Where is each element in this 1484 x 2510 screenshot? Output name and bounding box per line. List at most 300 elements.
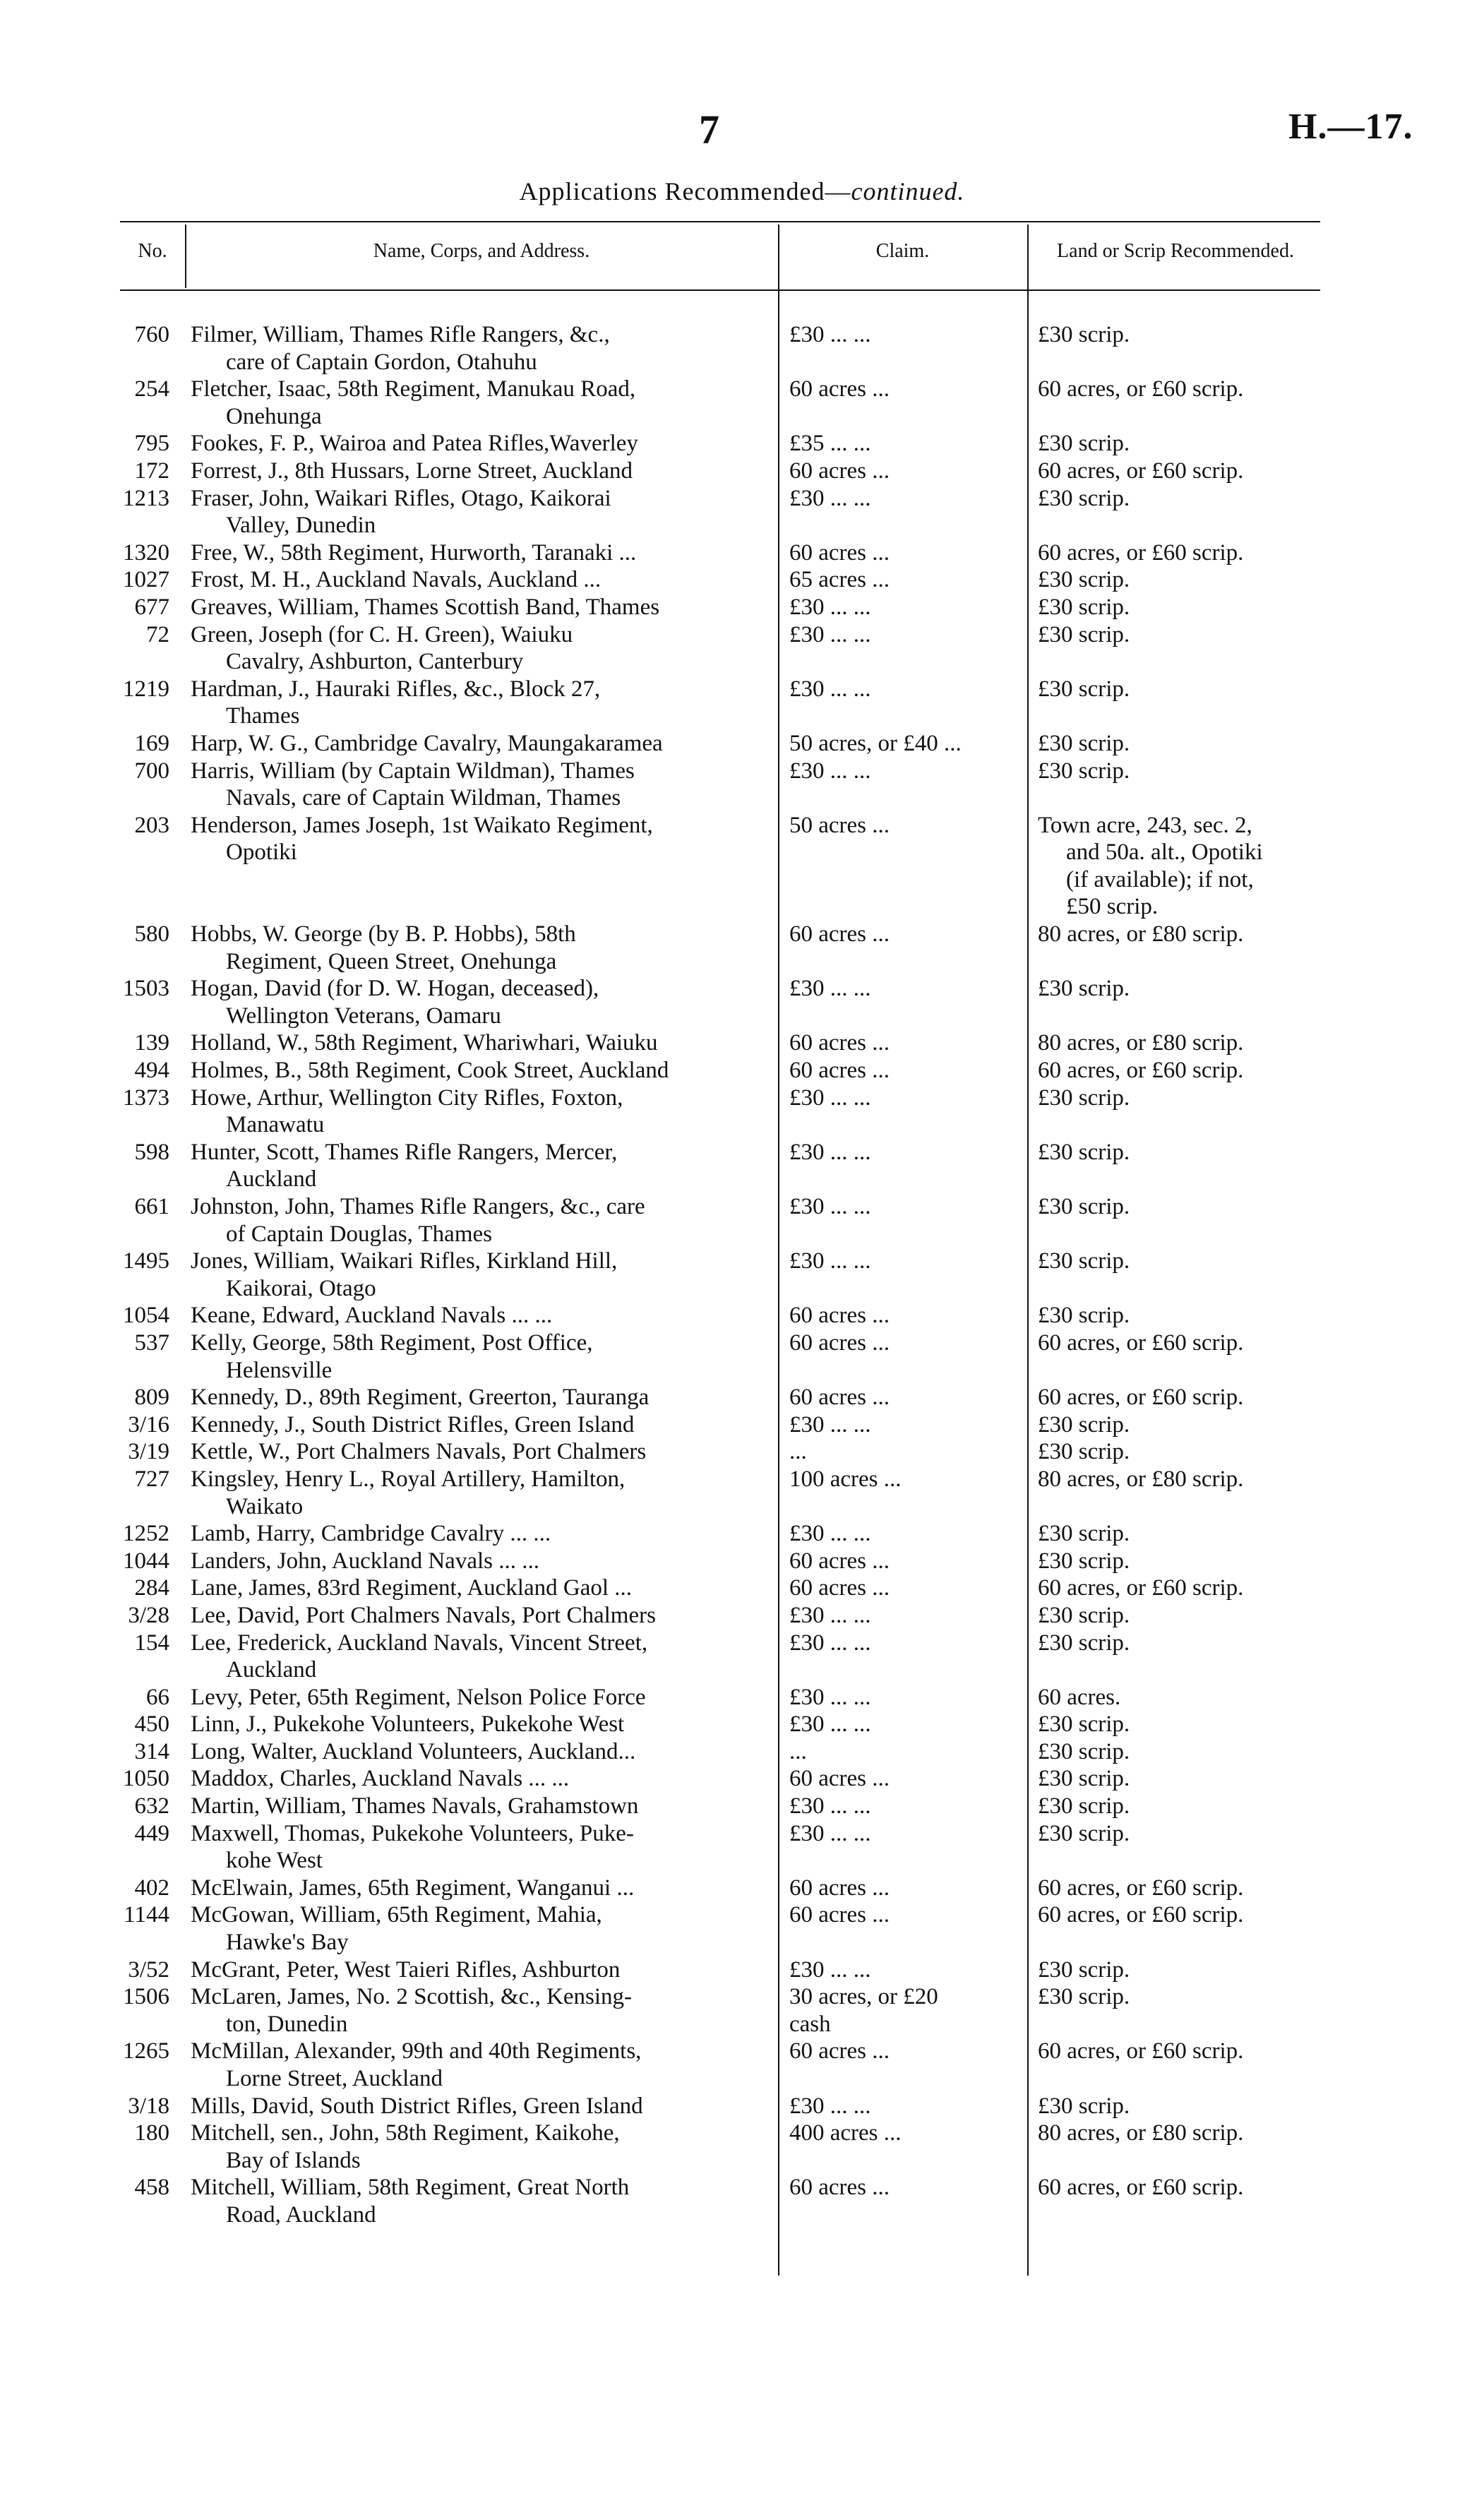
recommendation [1038,1520,1324,1548]
recommendation [1038,812,1324,921]
name-line: Mitchell, William, 58th Regiment, Great North [191,2175,630,2201]
table-row [0,1630,1484,1684]
table-row [0,539,1484,567]
table-row [0,594,1484,621]
table-row [0,1738,1484,1766]
name-line: McElwain, James, 65th Regiment, Wanganui ... [191,1875,635,1901]
application-number: 677 [134,594,169,620]
recommendation-line: 60 acres, or £60 scrip. [1038,1058,1244,1084]
name-line: of Captain Douglas, Thames [226,1221,492,1247]
claim [789,1057,1019,1084]
recommendation [1038,1738,1324,1766]
application-number: 727 [134,1466,169,1492]
claim-line: £30 ... ... [789,1820,871,1846]
recommendation-line: 80 acres, or £80 scrip. [1038,921,1244,948]
application-number: 3/16 [128,1411,169,1438]
recommendation [1038,1193,1324,1221]
table-row [0,1875,1484,1902]
table-row [0,2174,1484,2228]
applicant-name [191,1029,770,1057]
name-line: Forrest, J., 8th Hussars, Lorne Street, Auckland [191,458,633,484]
claim-line: 60 acres ... [789,1902,890,1928]
recommendation [1038,621,1324,649]
name-line: Greaves, William, Thames Scottish Band, Thames [191,594,660,620]
claim [789,621,1019,649]
applicant-name [191,1630,770,1684]
title-continued: continued. [851,177,965,205]
claim-line: 50 acres, or £40 ... [789,730,962,756]
name-line: Holmes, B., 58th Regiment, Cook Street, Auckland [191,1058,669,1084]
application-number: 760 [134,322,169,347]
applicant-name [191,2174,770,2228]
application-number: 139 [134,1030,169,1056]
recommendation [1038,1711,1324,1738]
table-row [0,1302,1484,1329]
table-row [0,1466,1484,1520]
name-line: Opotiki [226,839,297,866]
recommendation [1038,1793,1324,1820]
claim-line: 60 acres ... [789,1385,890,1411]
recommendation-line: 60 acres. [1038,1684,1121,1710]
recommendation [1038,1548,1324,1575]
applicant-name [191,321,770,376]
claim [789,1711,1019,1738]
recommendation [1038,1574,1324,1602]
application-number: 809 [134,1385,169,1411]
applicant-name [191,1548,770,1575]
name-line: Kaikorai, Otago [226,1275,376,1301]
recommendation-line: 80 acres, or £80 scrip. [1038,1466,1244,1492]
claim-line: ... [789,1439,807,1465]
name-line: Mills, David, South District Rifles, Green Island [191,2093,643,2119]
table-row [0,485,1484,539]
recommendation [1038,376,1324,403]
applicant-name [191,1384,770,1411]
name-line: Auckland [226,1657,317,1683]
document-reference: H.—17. [1288,107,1413,147]
table-row [0,458,1484,485]
applicant-name [191,1820,770,1875]
recommendation-line: £30 scrip. [1038,1738,1130,1764]
recommendation-line: 60 acres, or £60 scrip. [1038,1385,1244,1411]
claim-line: £30 ... ... [789,676,871,702]
recommendation-line: £30 scrip. [1038,1602,1130,1628]
table-row [0,1548,1484,1575]
applicant-name [191,1438,770,1466]
claim-line: 65 acres ... [789,567,890,593]
name-line: Mitchell, sen., John, 58th Regiment, Kaikohe, [191,2120,620,2146]
table-row [0,1029,1484,1057]
name-line: Waikato [226,1493,304,1519]
application-number: 72 [146,621,169,647]
claim [789,1820,1019,1848]
claim [789,1520,1019,1548]
application-number: 700 [134,758,169,784]
claim [789,1466,1019,1493]
recommendation [1038,1820,1324,1848]
application-number: 1495 [123,1248,169,1274]
recommendation-line: £30 scrip. [1038,1303,1130,1329]
applicant-name [191,676,770,730]
name-line: Hogan, David (for D. W. Hogan, deceased), [191,976,599,1002]
claim [789,376,1019,403]
applicant-name [191,1084,770,1139]
claim [789,1302,1019,1329]
table-row [0,1139,1484,1193]
name-line: Thames [226,703,300,729]
recommendation-line: 80 acres, or £80 scrip. [1038,2120,1244,2146]
recommendation-line: £30 scrip. [1038,1630,1130,1656]
recommendation-line: £30 scrip. [1038,2093,1130,2119]
applicant-name [191,1684,770,1711]
applications-table [0,321,1484,2229]
claim-line: £30 ... ... [789,1630,871,1656]
recommendation-line: £30 scrip. [1038,594,1130,620]
table-row [0,621,1484,676]
application-number: 1265 [123,2038,169,2064]
applicant-name [191,1738,770,1766]
claim-line: £30 ... ... [789,1139,871,1165]
claim-line: 60 acres ... [789,1058,890,1084]
recommendation-line: £30 scrip. [1038,1084,1130,1111]
recommendation [1038,1057,1324,1084]
application-number: 458 [134,2175,169,2201]
recommendation [1038,1139,1324,1166]
applicant-name [191,812,770,866]
applicant-name [191,730,770,758]
claim-line: ... [789,1738,807,1764]
table-row [0,321,1484,376]
table-row [0,921,1484,975]
application-number: 661 [134,1194,169,1220]
applicant-name [191,458,770,485]
claim-line: 60 acres ... [789,376,890,402]
table-row [0,1602,1484,1630]
name-line: Long, Walter, Auckland Volunteers, Auckland... [191,1738,636,1764]
table-row [0,1901,1484,1956]
name-line: Howe, Arthur, Wellington City Rifles, Foxton, [191,1084,623,1111]
application-number: 1219 [123,676,169,702]
claim [789,1029,1019,1057]
table-row [0,975,1484,1029]
recommendation-line: 60 acres, or £60 scrip. [1038,1575,1244,1601]
name-line: Lamb, Harry, Cambridge Cavalry ... ... [191,1521,551,1547]
recommendation-line: £30 scrip. [1038,1766,1130,1792]
claim [789,539,1019,567]
claim-line: 60 acres ... [789,1875,890,1901]
recommendation-line: £30 scrip. [1038,1984,1130,2010]
applicant-name [191,1248,770,1302]
name-line: Kettle, W., Port Chalmers Navals, Port Chalmers [191,1439,647,1465]
recommendation-line: £30 scrip. [1038,1248,1130,1274]
recommendation [1038,2093,1324,2120]
name-line: Fraser, John, Waikari Rifles, Otago, Kaikorai [191,485,611,511]
claim-line: £30 ... ... [789,1194,871,1220]
application-number: 1027 [123,567,169,593]
name-line: Hardman, J., Hauraki Rifles, &c., Block 27, [191,676,601,702]
recommendation [1038,1438,1324,1466]
recommendation-line: £30 scrip. [1038,1820,1130,1846]
applicant-name [191,566,770,594]
applicant-name [191,1875,770,1902]
recommendation-line: £30 scrip. [1038,1139,1130,1165]
claim-line: £30 ... ... [789,322,871,347]
name-line: Frost, M. H., Auckland Navals, Auckland ... [191,567,602,593]
name-line: Harp, W. G., Cambridge Cavalry, Maungakaramea [191,730,663,756]
claim-line: £30 ... ... [789,1956,871,1983]
application-number: 203 [134,812,169,838]
application-number: 3/18 [128,2093,169,2119]
claim-line: 60 acres ... [789,1575,890,1601]
claim-line: £30 ... ... [789,1684,871,1710]
recommendation [1038,676,1324,703]
recommendation-line: 60 acres, or £60 scrip. [1038,1329,1244,1356]
recommendation-line: £30 scrip. [1038,1548,1130,1574]
claim-line: 60 acres ... [789,1766,890,1792]
application-number: 1144 [124,1902,169,1928]
claim-line: £30 ... ... [789,2093,871,2119]
applicant-name [191,485,770,539]
header-claim: Claim. [875,240,930,262]
claim [789,1738,1019,1766]
table-row [0,2038,1484,2092]
recommendation-line: £30 scrip. [1038,322,1130,347]
recommendation [1038,1956,1324,1984]
claim-line: £30 ... ... [789,594,871,620]
applicant-name [191,1602,770,1630]
name-line: Kingsley, Henry L., Royal Artillery, Hamilton, [191,1466,626,1492]
claim-line: £30 ... ... [789,1602,871,1628]
recommendation-line: £30 scrip. [1038,567,1130,593]
table-row [0,1084,1484,1139]
name-line: Green, Joseph (for C. H. Green), Waiuku [191,621,573,647]
recommendation [1038,1901,1324,1929]
table-top-rule [120,221,1320,222]
table-row [0,376,1484,430]
application-number: 284 [134,1575,169,1601]
claim-line: 60 acres ... [789,921,890,948]
recommendation [1038,1384,1324,1411]
table-row [0,1684,1484,1711]
applicant-name [191,758,770,812]
application-number: 402 [134,1875,169,1901]
claim-line: 60 acres ... [789,539,890,566]
table-row [0,1956,1484,1984]
name-line: McGowan, William, 65th Regiment, Mahia, [191,1902,602,1928]
claim-line: £30 ... ... [789,485,871,511]
table-row [0,566,1484,594]
header-recommended: Land or Scrip Recommended. [1057,240,1294,262]
recommendation [1038,1875,1324,1902]
table-row [0,1711,1484,1738]
claim [789,430,1019,458]
claim [789,1139,1019,1166]
name-line: Kennedy, D., 89th Regiment, Greerton, Tauranga [191,1385,650,1411]
claim [789,1875,1019,1902]
claim-line: £30 ... ... [789,1793,871,1819]
recommendation [1038,1302,1324,1329]
recommendation-line: £30 scrip. [1038,1793,1130,1819]
claim-line: 400 acres ... [789,2120,902,2146]
name-line: Lane, James, 83rd Regiment, Auckland Gaol ... [191,1575,633,1601]
recommendation-line: 60 acres, or £60 scrip. [1038,458,1244,484]
claim-line: 30 acres, or £20 [789,1984,938,2010]
recommendation [1038,458,1324,485]
name-line: Henderson, James Joseph, 1st Waikato Regiment, [191,812,653,838]
table-row [0,430,1484,458]
name-line: Martin, William, Thames Navals, Grahamstown [191,1793,639,1819]
recommendation [1038,921,1324,948]
claim-line: £30 ... ... [789,1711,871,1738]
applicant-name [191,1793,770,1820]
recommendation [1038,1630,1324,1657]
name-line: Lorne Street, Auckland [226,2066,443,2092]
application-number: 449 [134,1820,169,1846]
table-row [0,1193,1484,1248]
name-line: Lee, David, Port Chalmers Navals, Port Chalmers [191,1602,656,1628]
name-line: Regiment, Queen Street, Onehunga [226,948,557,974]
claim [789,1384,1019,1411]
applicant-name [191,2038,770,2092]
claim-line: £35 ... ... [789,431,871,457]
claim-line: £30 ... ... [789,976,871,1002]
name-line: Road, Auckland [226,2201,376,2228]
application-number: 1050 [123,1766,169,1792]
recommendation [1038,321,1324,349]
title-main: Applications Recommended— [519,177,851,205]
recommendation [1038,1084,1324,1112]
recommendation-line: £30 scrip. [1038,485,1130,511]
applicant-name [191,2093,770,2120]
recommendation-line: 60 acres, or £60 scrip. [1038,2175,1244,2201]
recommendation-line: £50 scrip. [1066,894,1159,920]
name-line: Valley, Dunedin [226,513,376,539]
application-number: 172 [134,458,169,484]
applicant-name [191,1574,770,1602]
name-line: Hunter, Scott, Thames Rifle Rangers, Mercer, [191,1139,618,1165]
recommendation [1038,2174,1324,2201]
claim [789,676,1019,703]
claim [789,1548,1019,1575]
table-row [0,1384,1484,1411]
claim [789,485,1019,513]
name-line: ton, Dunedin [226,2011,348,2037]
name-line: Hawke's Bay [226,1930,349,1956]
header-no: No. [138,240,167,262]
recommendation [1038,1248,1324,1275]
application-number: 1213 [123,485,169,511]
claim [789,566,1019,594]
name-line: Auckland [226,1166,317,1193]
application-number: 598 [134,1139,169,1165]
table-header-rule [120,289,1320,291]
application-number: 3/52 [128,1956,169,1983]
claim-line: £30 ... ... [789,1411,871,1438]
applicant-name [191,1901,770,1956]
claim [789,1956,1019,1984]
recommendation-line: £30 scrip. [1038,621,1130,647]
recommendation [1038,1602,1324,1630]
applicant-name [191,2120,770,2174]
table-row [0,676,1484,730]
name-line: Onehunga [226,403,322,429]
application-number: 1044 [123,1548,169,1574]
page-title [0,177,1484,206]
applicant-name [191,539,770,567]
recommendation [1038,975,1324,1003]
name-line: McLaren, James, No. 2 Scottish, &c., Kensing- [191,1984,633,2010]
application-number: 494 [134,1058,169,1084]
table-row [0,2120,1484,2174]
claim [789,812,1019,839]
name-line: Holland, W., 58th Regiment, Whariwhari, Waiuku [191,1030,658,1056]
claim [789,2038,1019,2065]
claim-line: 60 acres ... [789,1030,890,1056]
applicant-name [191,376,770,430]
applicant-name [191,1329,770,1384]
applicant-name [191,1983,770,2038]
claim-line: £30 ... ... [789,758,871,784]
claim [789,1193,1019,1221]
claim [789,1438,1019,1466]
name-line: Levy, Peter, 65th Regiment, Nelson Police Force [191,1684,646,1710]
claim [789,458,1019,485]
name-line: Filmer, William, Thames Rifle Rangers, &c., [191,322,610,347]
name-line: Hobbs, W. George (by B. P. Hobbs), 58th [191,921,576,948]
applicant-name [191,621,770,676]
name-line: Free, W., 58th Regiment, Hurworth, Taranaki ... [191,539,637,566]
claim-line: cash [789,2011,831,2037]
name-line: Jones, William, Waikari Rifles, Kirkland Hill, [191,1248,618,1274]
name-line: Johnston, John, Thames Rifle Rangers, &c., care [191,1194,645,1220]
name-line: Landers, John, Auckland Navals ... ... [191,1548,539,1574]
application-number: 1506 [123,1984,169,2010]
applicant-name [191,594,770,621]
table-row [0,1057,1484,1084]
applicant-name [191,1302,770,1329]
name-line: Bay of Islands [226,2147,361,2173]
claim [789,2174,1019,2201]
recommendation-line: £30 scrip. [1038,1711,1130,1738]
claim [789,1084,1019,1112]
recommendation-line: £30 scrip. [1038,976,1130,1002]
recommendation-line: £30 scrip. [1038,730,1130,756]
applicant-name [191,1466,770,1520]
name-line: McGrant, Peter, West Taieri Rifles, Ashburton [191,1956,621,1983]
recommendation [1038,1765,1324,1793]
table-row [0,1248,1484,1302]
claim-line: 50 acres ... [789,812,890,838]
application-number: 580 [134,921,169,948]
claim [789,921,1019,948]
applicant-name [191,1765,770,1793]
claim [789,321,1019,349]
claim-line: 60 acres ... [789,1303,890,1329]
applicant-name [191,430,770,458]
name-line: Lee, Frederick, Auckland Navals, Vincent Street, [191,1630,648,1656]
claim-line: 60 acres ... [789,2175,890,2201]
application-number: 1373 [123,1084,169,1111]
table-row [0,1520,1484,1548]
page-number: 7 [699,107,719,153]
applicant-name [191,921,770,975]
recommendation [1038,1466,1324,1493]
claim [789,1901,1019,1929]
application-number: 1252 [123,1521,169,1547]
claim [789,2120,1019,2147]
name-line: Maddox, Charles, Auckland Navals ... ... [191,1766,570,1792]
claim [789,758,1019,785]
